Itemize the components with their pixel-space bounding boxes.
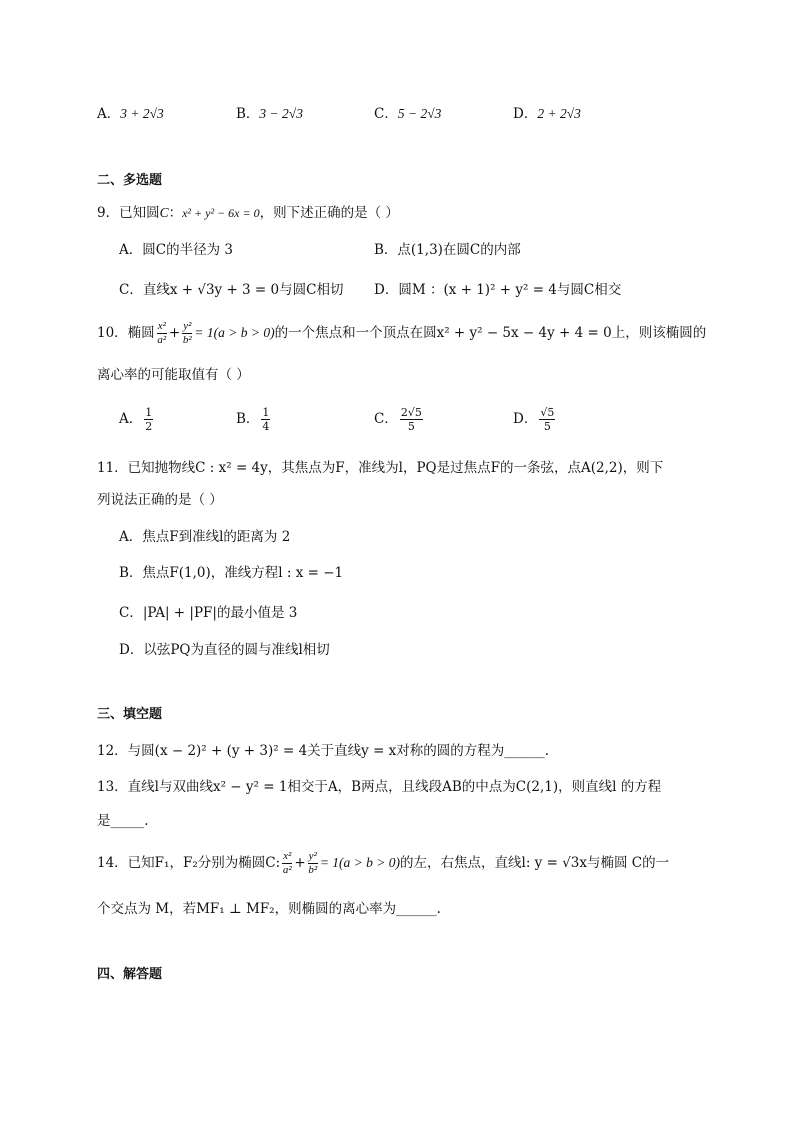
q8-option-b (236, 104, 303, 124)
fraction-denominator: b² (308, 864, 318, 876)
q11-option-b: B．焦点F(1,0)，准线方程l : x = −1 (119, 565, 344, 581)
q12-text: 12．与圆(x − 2)² + (y + 3)² = 4关于直线y = x对称的圆的方程为______. (97, 743, 550, 759)
option-fraction (400, 406, 423, 433)
q11-option-d: D．以弦PQ为直径的圆与准线l相切 (119, 642, 330, 658)
option-label: B． (236, 411, 260, 427)
q10-fraction-y (182, 320, 192, 347)
q14-fraction-y (308, 850, 318, 877)
option-fraction (261, 406, 270, 433)
fraction-numerator: 1 (145, 406, 153, 419)
fraction-denominator: 2 (145, 420, 153, 433)
section-heading-multi: 二、多选题 (97, 173, 163, 188)
q9-option-b: B．点(1,3)在圆C的内部 (374, 242, 521, 258)
q10-option-b (236, 404, 272, 434)
option-fraction (539, 406, 555, 433)
q9-colon: ： (168, 205, 183, 221)
q8-option-c (374, 104, 441, 124)
q13-text: 13．直线l与双曲线x² − y² = 1相交于A，B两点，且线段AB的中点为C(2,1)，则直线l 的方程 (97, 779, 662, 795)
option-label: D． (513, 411, 538, 427)
option-label: C． (374, 106, 398, 122)
q8-option-a (97, 104, 164, 124)
q10-stem-tail: 的一个焦点和一个顶点在圆x² + y² − 5x − 4y + 4 = 0上，则该椭圆的 (274, 325, 707, 341)
fraction-denominator: a² (157, 334, 167, 346)
option-fraction (144, 406, 153, 433)
plus-sign: + (168, 325, 181, 341)
q10-option-a (119, 404, 155, 434)
option-label: C． (374, 411, 398, 427)
fraction-denominator: 4 (262, 420, 270, 433)
fraction-denominator: b² (182, 334, 192, 346)
fraction-denominator: 5 (407, 420, 415, 433)
option-label: A． (119, 411, 143, 427)
q10-stem (97, 318, 706, 348)
fraction-numerator: y² (308, 850, 317, 862)
option-label: D． (513, 106, 538, 122)
q10-option-d (513, 404, 557, 434)
plus-sign: + (294, 855, 306, 871)
q14-stem-text: 14．已知F₁，F₂分别为椭圆C: (97, 855, 281, 871)
q11-stem: 11．已知抛物线C : x² = 4y，其焦点为F，准线为l，PQ是过焦点F的一条弦，点A(2,2)，则下 (97, 460, 664, 476)
q9-option-a: A．圆C的半径为 3 (119, 242, 233, 258)
q14-stem (97, 848, 669, 878)
fraction-denominator: a² (282, 864, 292, 876)
option-expr: 2 + 2√3 (537, 106, 581, 121)
q10-option-c (374, 404, 425, 434)
q10-fraction-x (157, 320, 167, 347)
option-expr: 3 + 2√3 (120, 106, 164, 121)
option-label: B． (236, 106, 260, 122)
q8-option-d (513, 104, 581, 124)
q14-equation: = 1(a > b > 0) (319, 855, 401, 870)
q9-equation: x² + y² − 6x = 0 (182, 206, 260, 220)
q9-option-d: D．圆M ：(x + 1)² + y² = 4与圆C相交 (374, 282, 622, 298)
fraction-numerator: x² (283, 850, 292, 862)
q14-fraction-x (282, 850, 292, 877)
q11-stem-line2: 列说法正确的是（ ） (97, 492, 223, 508)
q9-stem (97, 203, 399, 223)
q9-stem-text: 9．已知圆 (97, 205, 160, 221)
fraction-numerator: y² (183, 320, 192, 332)
q14-stem-line2: 个交点为 M，若MF₁ ⊥ MF₂，则椭圆的离心率为______. (97, 901, 441, 917)
fraction-denominator: 5 (543, 420, 551, 433)
fraction-numerator: 2√5 (400, 406, 422, 419)
q10-stem-line2: 离心率的可能取值有（ ） (97, 367, 250, 383)
q9-circle-name: C (159, 205, 169, 220)
q13-text-line2: 是_____. (97, 813, 149, 829)
option-expr: 5 − 2√3 (397, 106, 442, 121)
fraction-numerator: 1 (262, 406, 270, 419)
section-heading-fill: 三、填空题 (97, 707, 163, 722)
q11-option-c: C．|PA| + |PF|的最小值是 3 (119, 605, 298, 621)
q9-option-c: C．直线x + √3y + 3 = 0与圆C相切 (119, 282, 344, 298)
fraction-numerator: x² (157, 320, 166, 332)
q14-stem-tail: 的左，右焦点，直线l: y = √3x与椭圆 C的一 (400, 855, 670, 871)
option-expr: 3 − 2√3 (259, 106, 303, 121)
option-label: A． (97, 106, 121, 122)
fraction-numerator: √5 (540, 406, 555, 419)
q10-stem-text: 10．椭圆 (97, 325, 155, 341)
q11-option-a: A．焦点F到准线l的距离为 2 (119, 529, 291, 545)
q10-equation: = 1(a > b > 0) (194, 325, 275, 340)
section-heading-answer: 四、解答题 (97, 967, 163, 982)
q9-stem-tail: ，则下述正确的是（ ） (259, 205, 399, 221)
